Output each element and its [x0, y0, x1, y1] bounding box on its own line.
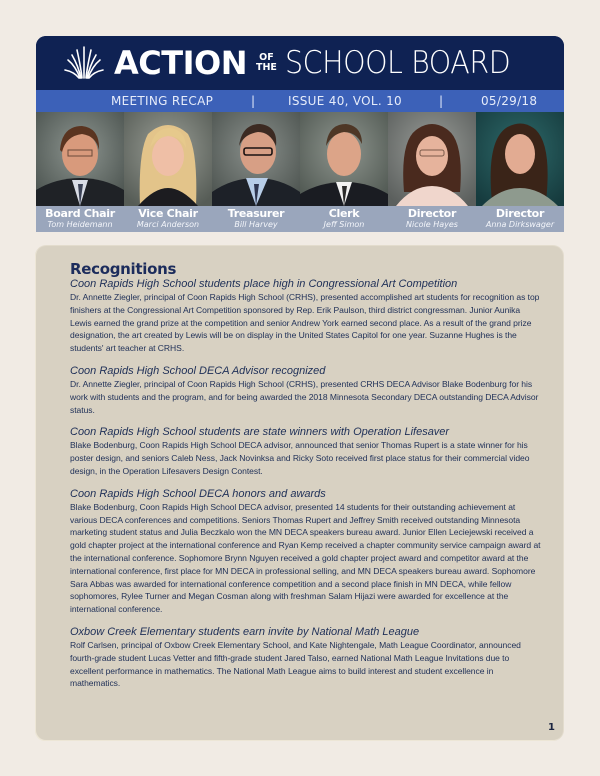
member-role: Treasurer — [227, 207, 285, 220]
board-member — [212, 206, 300, 232]
article-title: Coon Rapids High School DECA honors and awards — [70, 487, 326, 500]
title-of: OF — [259, 52, 274, 63]
article-body: Dr. Annette Ziegler, principal of Coon Rapids High School (CRHS), presented CRHS DECA Advisor Blake Bodenburg for his work with students and the program, and for being awarded the 2018 Minnesota Secondary DECA outstanding DECA Advisor status. — [70, 378, 539, 415]
recognitions-panel — [36, 246, 563, 740]
issue-label: ISSUE 40, VOL. 10 — [288, 94, 402, 108]
board-member — [36, 206, 124, 232]
issue-bar — [36, 90, 564, 112]
board-photo-chair — [36, 112, 124, 206]
article — [70, 278, 541, 355]
article-title: Coon Rapids High School students are state winners with Operation Lifesaver — [70, 426, 450, 439]
board-member — [388, 206, 476, 232]
board-photo-treasurer — [212, 112, 300, 206]
member-role: Director — [407, 207, 457, 220]
article — [70, 488, 541, 616]
board-photos — [36, 112, 564, 206]
meeting-recap-label: MEETING RECAP — [111, 94, 214, 108]
board-captions — [36, 206, 564, 232]
article-title: Oxbow Creek Elementary students earn invite by National Math League — [70, 625, 420, 638]
section-title: Recognitions — [70, 260, 177, 278]
board-photo-director-hayes — [388, 112, 476, 206]
member-role: Clerk — [328, 207, 360, 220]
member-name: Jeff Simon — [323, 220, 365, 229]
article — [70, 365, 541, 416]
article-body: Blake Bodenburg, Coon Rapids High School DECA advisor, presented 14 students for their outstanding achievement at various DECA conferences and competitions. Seniors Thomas Rupert and Jeffrey Smith received outstanding Minnesota marketing student status and Julia Beczkalo won the MN DECA speakers bureau award. Junior Ellen Leciejewski received a gold chapter project at the international conference and Ryan Kemp received a chapter community service campaign award at the international conference. Sophomore Brynn Nguyen received a gold chapter project award and competitor award at the international conference, first place for MN DECA in professional selling, and MN DECA speakers bureau award. Sophomore Sara Abbas was awarded for international conference competition and a second place finish in MN DECA, while fellow sophomores, Rylee Turner and Megan Cosman along with freshman Salam Hijazi were awarded for excellence at the international conference. — [70, 501, 541, 615]
member-role: Vice Chair — [138, 207, 198, 220]
separator: | — [439, 94, 444, 108]
member-name: Tom Heidemann — [47, 220, 113, 229]
separator: | — [251, 94, 256, 108]
member-name: Bill Harvey — [234, 220, 278, 229]
member-name: Nicole Hayes — [406, 220, 458, 229]
article-title: Coon Rapids High School DECA Advisor recognized — [70, 364, 326, 377]
board-photo-clerk — [300, 112, 388, 206]
title-bar — [36, 36, 564, 90]
member-role: Director — [495, 207, 545, 220]
page-number: 1 — [548, 722, 555, 733]
title-of-the — [256, 53, 277, 73]
member-role: Board Chair — [45, 207, 115, 220]
board-photo-director-dirkswager — [476, 112, 564, 206]
member-name: Anna Dirkswager — [485, 220, 555, 229]
board-member — [300, 206, 388, 232]
title-the: THE — [255, 62, 277, 73]
article-body: Dr. Annette Ziegler, principal of Coon Rapids High School (CRHS), presented accomplished art students for recognition as top finishers at the Congressional Art Competition sponsored by Rep. Erik Paulson, third district congressman. Junior Aunika Lewis earned the grand prize at the competition and senior Andrew York earned second place. As a result of the grand prize designation, the art created by Lewis will be on display in the United States Capitol for one year. Suzanne Hughes is the students' art teacher at CRHS. — [70, 292, 540, 354]
article-body: Blake Bodenburg, Coon Rapids High School DECA advisor, announced that senior Thomas Rupert is a state winner for his poster design, and seniors Caleb Ness, Jack Novinksa and Ricky Soto received first place status for their commercial video design, in the Operation Lifesavers Design Contest. — [70, 440, 530, 476]
article — [70, 626, 541, 690]
title-school-board: SCHOOL BOARD — [284, 44, 511, 81]
masthead — [36, 36, 564, 232]
issue-date: 05/29/18 — [481, 94, 538, 108]
title-action: ACTION — [114, 44, 247, 82]
article-title: Coon Rapids High School students place high in Congressional Art Competition — [70, 278, 458, 290]
board-member — [476, 206, 564, 232]
article — [70, 426, 541, 477]
board-member — [124, 206, 212, 232]
article-body: Rolf Carlsen, principal of Oxbow Creek Elementary School, and Kate Nightengale, Math League Coordinator, announced fourth-grade student Lucas Vetter and fifth-grade student Jared Talso, earned National Math League Invitations due to excellent performance in mathematics. The National Math League aims to build interest and student excellence in mathematics. — [70, 639, 521, 689]
board-photo-vice-chair — [124, 112, 212, 206]
member-name: Marci Anderson — [136, 220, 200, 229]
grass-leaves-icon — [64, 44, 104, 84]
